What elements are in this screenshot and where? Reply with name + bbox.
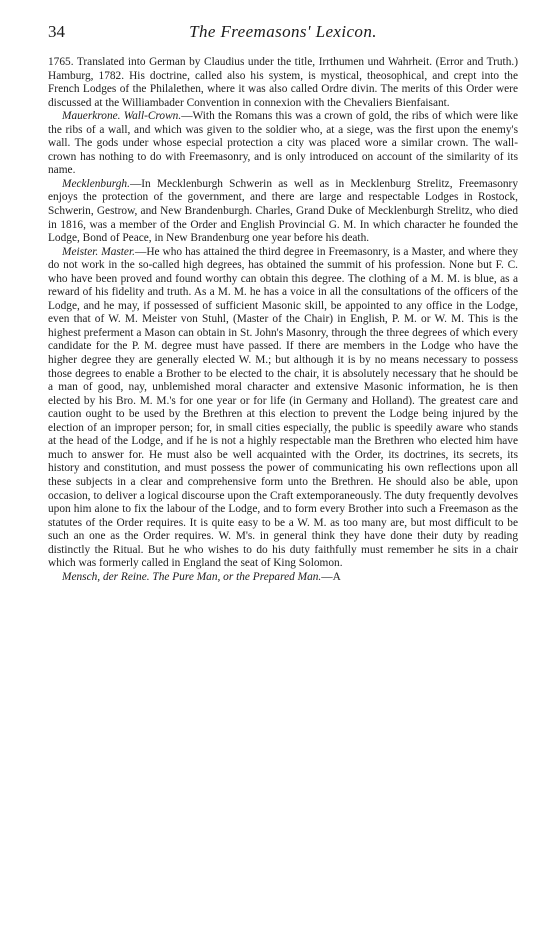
entry-mauerkrone <box>48 110 518 178</box>
entry-text: —He who has attained the third degree in Freemasonry, is a Master, and where they do not work in the so-called high degrees, has obtained the summit of his profession. None but F. C. who have been proved and found worthy can obtain this degree. The clothing of a M. M. is blue, as a reward of his fidelity and truth. As a M. M. he has a voice in all the consultations of the officers of the Lodge, and he may, if possessed of sufficient Masonic skill, be appointed to any office in the Lodge, even that of W. M. Meister von Stuhl, (Master of the Chair) in English, P. M. or W. M. This is the highest preferment a Mason can obtain in St. John's Masonry, through the three degrees of which every candidate for the P. M. degree must have passed. If there are members in the Lodge who have the higher degree they are generally elected W. M.; but although it is by no means necessary to possess those degrees to enable a Brother to be elected to the chair, it is absolutely necessary that he should be a man of good, nay, unblemished moral character and extensive Masonic information, he is then elected by his Bro. M. M.'s for one year or for life (in Germany and Holland). The greatest care and caution ought to be used by the Brethren at this election to prevent the Lodge being injured by the election of an improper person; for, in small cities especially, the public is speedily aware who stands at the head of the Lodge, and if he is not a highly respectable man the Brethren who elected him have much to answer for. He must also be well acquainted with the Order, its doctrines, its secrets, its history and constitution, and must possess the power of communicating his own reflections upon all these subjects in a clear and comprehensive form unto the Brethren. He should also be able, upon occasion, to deliver a logical discourse upon the Craft extemporaneously. The duty frequently devolves upon him alone to fix the labour of the Lodge, and to form every Brother into such a Freemason as the statutes of the Order requires. It is quite easy to be a W. M. as too many are, but most difficult to be such an one as the Order requires. W. M's. in general think they have done their duty by reading distinctly the Ritual. But he who wishes to do his duty faithfully must remember he sits in a chair which was formerly called in England the seat of King Solomon. <box>48 245 519 570</box>
paragraph-continued <box>48 56 518 110</box>
page <box>48 22 518 584</box>
page-number: 34 <box>48 22 65 41</box>
entry-headword: Mensch, der Reine. The Pure Man, or the Prepared Man. <box>62 570 322 583</box>
entry-text: —A <box>321 570 341 583</box>
entry-text: —With the Romans this was a crown of gold, the ribs of which were like the ribs of a wall, and which was given to the soldier who, at a siege, was the first upon the enemy's wall. The gods under whose especial protection a city was placed wore a similar crown. The wall-crown has nothing to do with Freemasonry, and is only introduced on account of the similarity of its name. <box>48 110 518 177</box>
entry-mensch <box>48 571 518 585</box>
body-text <box>48 56 518 571</box>
running-title: The Freemasons' Lexicon. <box>189 22 377 41</box>
entry-text: 1765. Translated into German by Claudius under the title, Irrthumen und Wahrheit. (Error and Truth.) Hamburg, 1782. His doctrine, called also his system, is mystical, theosophical, and crept into the French Lodges of the Philalethen, where it was also called Ordre divin. The merits of this Order were discussed at the Williambader Convention in connexion with the Chevaliers Bienfaisant. <box>48 56 518 109</box>
entry-headword: Mecklenburgh. <box>62 177 130 190</box>
entry-mecklenburgh <box>48 178 518 246</box>
entry-text: —In Mecklenburgh Schwerin as well as in Mecklenburg Strelitz, Freemasonry enjoys the protection of the government, and there are large and respectable Lodges in Rostock, Schwerin, Gestrow, and New Brandenburgh. Charles, Grand Duke of Mecklenburgh Strelitz, who died in 1816, was a member of the Order and English Provincial G. M. In which character he founded the Lodge, Bond of Peace, in New Brandenburg one year before his death. <box>48 177 518 245</box>
page-header <box>48 22 518 48</box>
entry-meister <box>48 246 518 571</box>
entry-headword: Mauerkrone. Wall-Crown. <box>62 110 182 123</box>
entry-headword: Meister. Master. <box>62 245 135 258</box>
